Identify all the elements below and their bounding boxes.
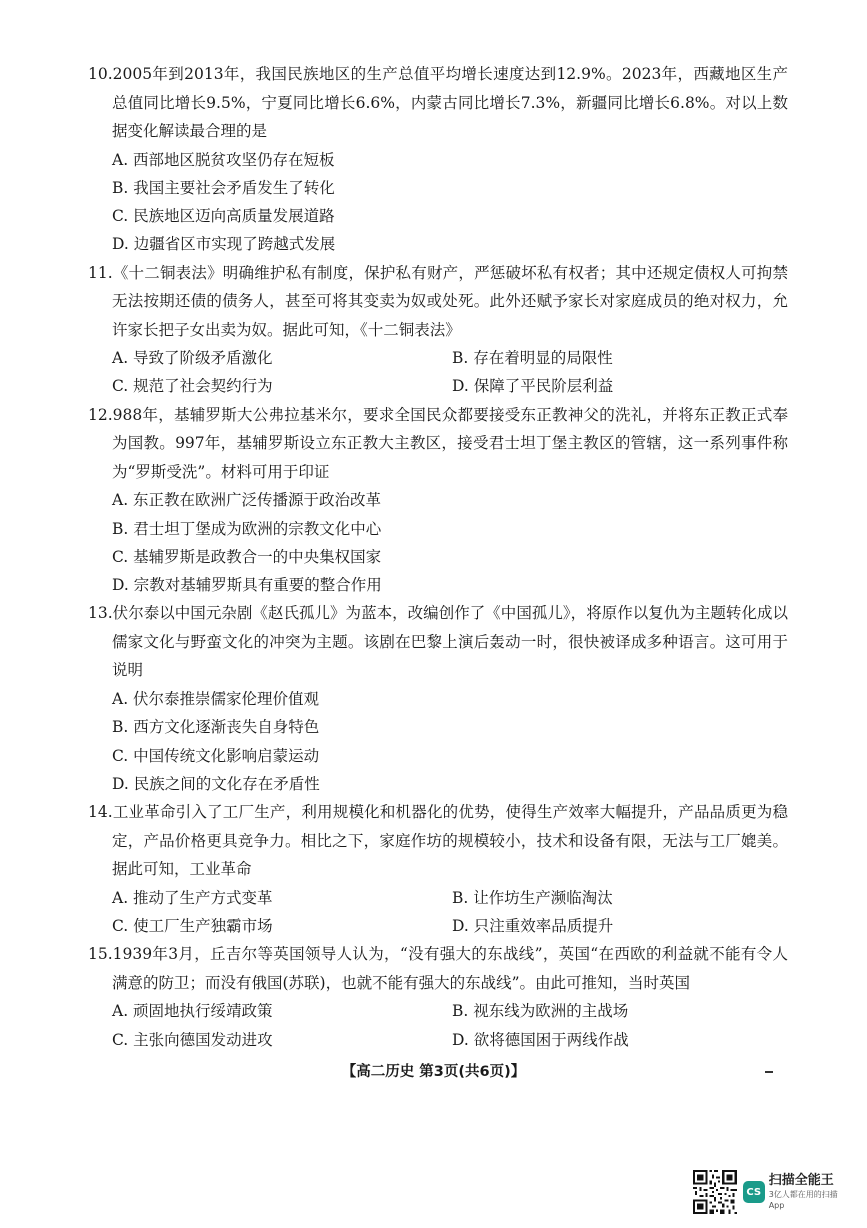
option-c: C. 规范了社会契约行为 (112, 377, 273, 396)
option-d: D. 宗教对基辅罗斯具有重要的整合作用 (112, 576, 382, 595)
option-a: A. 顽固地执行绥靖政策 (112, 1002, 273, 1021)
option-a: A. 东正教在欧洲广泛传播源于政治改革 (112, 491, 382, 510)
question-15 (88, 940, 788, 1054)
question-13 (88, 599, 788, 798)
question-stem: 15.1939年3月，丘吉尔等英国领导人认为，“没有强大的东战线”，英国“在西欧的利益就不能有令人满意的防卫；而没有俄国(苏联)，也就不能有强大的东战线”。由此可推知，当时英国 (88, 945, 788, 992)
option-c: C. 使工厂生产独霸市场 (112, 916, 273, 935)
page-footer: 【高二历史 第3页(共6页)】 (341, 1064, 526, 1080)
option-b: B. 存在着明显的局限性 (452, 349, 613, 368)
option-b: B. 让作坊生产濒临淘汰 (452, 888, 613, 907)
option-b: B. 西方文化逐渐丧失自身特色 (112, 718, 320, 737)
option-c: C. 基辅罗斯是政教合一的中央集权国家 (112, 547, 382, 566)
question-11 (88, 259, 788, 401)
page-mark (765, 1071, 773, 1073)
question-stem: 12.988年，基辅罗斯大公弗拉基米尔，要求全国民众都要接受东正教神父的洗礼，并将东正教正式奉为国教。997年，基辅罗斯设立东正教大主教区，接受君士坦丁堡主教区的管辖，这一系列事件称为“罗斯受洗”。材料可用于印证 (88, 405, 788, 481)
option-b: B. 我国主要社会矛盾发生了转化 (112, 178, 335, 197)
question-12 (88, 401, 788, 600)
option-d: D. 只注重效率品质提升 (452, 916, 614, 935)
option-b: B. 视东线为欧洲的主战场 (452, 1002, 629, 1021)
option-a: A. 导致了阶级矛盾激化 (112, 349, 273, 368)
question-stem: 10.2005年到2013年，我国民族地区的生产总值平均增长速度达到12.9%。2023年，西藏地区生产总值同比增长9.5%，宁夏同比增长6.6%，内蒙古同比增长7.3%，新疆同比增长6.8%。对以上数据变化解读最合理的是 (88, 65, 788, 140)
question-stem: 13.伏尔泰以中国元杂剧《赵氏孤儿》为蓝本，改编创作了《中国孤儿》，将原作以复仇为主题转化成以儒家文化与野蛮文化的冲突为主题。该剧在巴黎上演后轰动一时，很快被译成多种语言。这可用于说明 (88, 604, 788, 680)
option-a: A. 伏尔泰推崇儒家伦理价值观 (112, 689, 320, 708)
question-list (88, 60, 788, 1054)
option-c: C. 中国传统文化影响启蒙运动 (112, 746, 320, 765)
question-stem: 11.《十二铜表法》明确维护私有制度，保护私有财产，严惩破坏私有权者；其中还规定债权人可拘禁无法按期还债的债务人，甚至可将其变卖为奴或处死。此外还赋予家长对家庭成员的绝对权力，允许家长把子女出卖为奴。据此可知，《十二铜表法》 (88, 263, 788, 339)
option-d: D. 民族之间的文化存在矛盾性 (112, 774, 320, 793)
question-10 (88, 60, 788, 259)
question-14 (88, 798, 788, 940)
option-b: B. 君士坦丁堡成为欧洲的宗教文化中心 (112, 519, 382, 538)
option-d: D. 保障了平民阶层利益 (452, 377, 614, 396)
option-a: A. 西部地区脱贫攻坚仍存在短板 (112, 150, 335, 169)
brand-tagline: 3亿人都在用的扫描App (768, 1190, 838, 1210)
option-d: D. 欲将德国困于两线作战 (452, 1030, 629, 1049)
option-d: D. 边疆省区市实现了跨越式发展 (112, 235, 336, 254)
brand-block (769, 1173, 853, 1211)
question-stem: 14.工业革命引入了工厂生产，利用规模化和机器化的优势，使得生产效率大幅提升，产品品质更为稳定，产品价格更具竞争力。相比之下，家庭作坊的规模较小，技术和设备有限，无法与工厂媲美。据此可知，工业革命 (88, 803, 788, 879)
scanner-watermark (693, 1168, 853, 1216)
brand-name: 扫描全能王 (768, 1173, 834, 1188)
option-c: C. 主张向德国发动进攻 (112, 1030, 273, 1049)
camscanner-logo-icon: CS (743, 1181, 765, 1203)
option-a: A. 推动了生产方式变革 (112, 888, 273, 907)
option-c: C. 民族地区迈向高质量发展道路 (112, 207, 335, 226)
qr-code-icon (693, 1170, 737, 1214)
